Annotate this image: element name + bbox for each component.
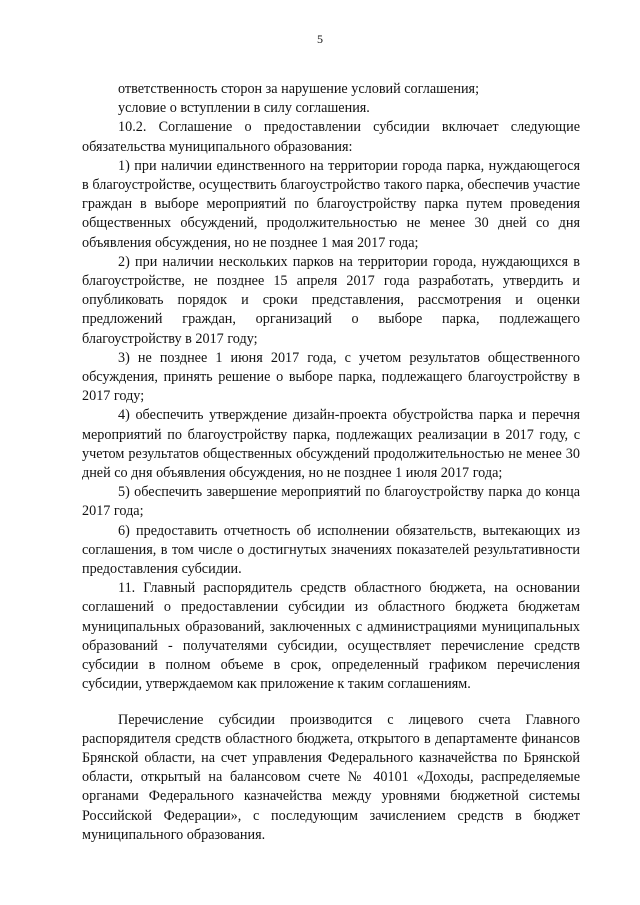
paragraph-10-2: 10.2. Соглашение о предоставлении субсидии включает следующие обязательства муниципального образования:	[82, 119, 580, 155]
paragraph-transfer: Перечисление субсидии производится с лицевого счета Главного распорядителя средств областного бюджета, открытого в департаменте финансов Брянской области, на счет управления Федерального казначейства по Брянской области, открытый на балансовом счете № 40101 «Доходы, распределяемые органами Федерального казначейства между уровнями бюджетной системы Российской Федерации», с последующим зачислением средств в бюджет муниципального образования.	[82, 711, 580, 843]
document-body	[82, 80, 580, 845]
paragraph-entry-into-force: условие о вступлении в силу соглашения.	[118, 100, 370, 117]
paragraph-item-2: 2) при наличии нескольких парков на территории города, нуждающихся в благоустройстве, не позднее 15 апреля 2017 года разработать, утвердить и опубликовать порядок и сроки представления, рассмотрения и оценки предложений граждан, организаций о выборе парка, подлежащего благоустройству в 2017 году;	[82, 253, 580, 347]
paragraph-item-5: 5) обеспечить завершение мероприятий по благоустройству парка до конца 2017 года;	[82, 484, 580, 520]
paragraph-item-1: 1) при наличии единственного на территории города парка, нуждающегося в благоустройстве, осуществить благоустройство такого парка, обеспечив участие граждан в выборе мероприятий по благоустройству парка путем проведения общественных обсуждений, продолжительностью не менее 30 дней со дня объявления обсуждения, но не позднее 1 мая 2017 года;	[82, 157, 580, 251]
paragraph-item-4: 4) обеспечить утверждение дизайн-проекта обустройства парка и перечня мероприятий по благоустройству парка, подлежащих реализации в 2017 году, с учетом результатов общественных обсуждений продолжительностью не менее 30 дней со дня объявления обсуждения, но не позднее 1 июля 2017 года;	[82, 407, 580, 482]
paragraph-item-6: 6) предоставить отчетность об исполнении обязательств, вытекающих из соглашения, в том числе о достигнутых значениях показателей результативности предоставления субсидии.	[82, 522, 580, 578]
paragraph-11: 11. Главный распорядитель средств областного бюджета, на основании соглашений о предоставлении субсидии из областного бюджета бюджетам муниципальных образований, заключенных с администрациями муниципальных образований - получателями субсидии, осуществляет перечисление средств субсидии в полном объеме в срок, определенный графиком перечисления субсидии, утверждаемом как приложение к таким соглашениям.	[82, 580, 580, 693]
page-number: 5	[317, 32, 323, 46]
paragraph-responsibility: ответственность сторон за нарушение условий соглашения;	[118, 81, 480, 97]
paragraph-item-3: 3) не позднее 1 июня 2017 года, с учетом результатов общественного обсуждения, принять решение о выборе парка, подлежащего благоустройству в 2017 году;	[82, 349, 580, 405]
